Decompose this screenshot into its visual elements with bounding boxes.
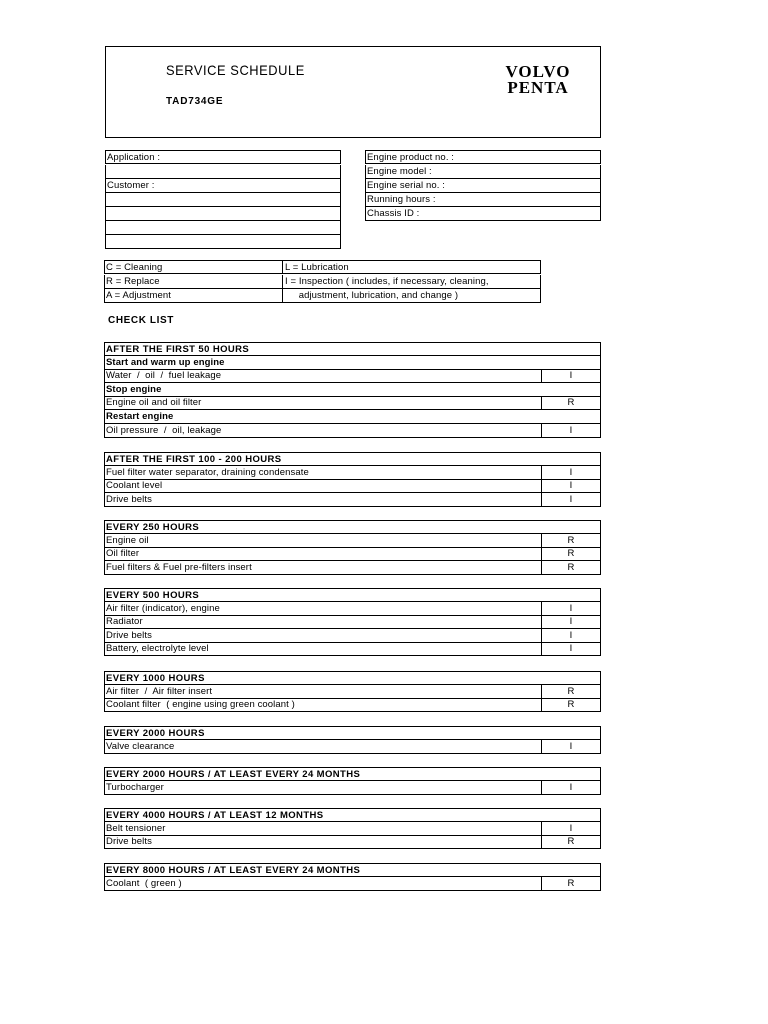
- service-code-cell[interactable]: R: [541, 698, 600, 711]
- section-heading-text: AFTER THE FIRST 50 HOURS: [106, 344, 250, 355]
- section-heading-text: EVERY 2000 HOURS: [106, 728, 205, 739]
- info-left-label: Customer :: [107, 180, 155, 191]
- info-left-row[interactable]: [105, 150, 341, 164]
- service-code-cell[interactable]: I: [541, 369, 600, 382]
- section-heading: [104, 588, 601, 602]
- checklist-item-text: Coolant level: [106, 480, 163, 491]
- logo-line-volvo: VOLVO: [505, 62, 571, 81]
- info-right-label: Chassis ID :: [367, 208, 420, 219]
- checklist-item-text: Fuel filter water separator, draining condensate: [106, 467, 309, 478]
- checklist-item-text: Coolant ( green ): [106, 878, 182, 889]
- checklist-item-text: Start and warm up engine: [106, 357, 225, 368]
- checklist-item-text: Fuel filters & Fuel pre-filters insert: [106, 562, 252, 573]
- info-right-row[interactable]: [365, 150, 601, 164]
- checklist-item-text: Drive belts: [106, 494, 152, 505]
- checklist-item-text: Engine oil: [106, 535, 149, 546]
- legend-code-left: A = Adjustment: [106, 290, 172, 301]
- checklist-step[interactable]: [104, 410, 601, 424]
- info-left-row[interactable]: [105, 193, 341, 207]
- checklist-item-text: Drive belts: [106, 836, 152, 847]
- section-heading-text: EVERY 1000 HOURS: [106, 673, 205, 684]
- section-heading-text: AFTER THE FIRST 100 - 200 HOURS: [106, 454, 282, 465]
- section-heading: [104, 863, 601, 877]
- info-right-row[interactable]: [365, 193, 601, 207]
- checklist-item[interactable]: [104, 740, 601, 754]
- info-right-label: Running hours :: [367, 194, 436, 205]
- section-heading: [104, 452, 601, 466]
- checklist-item[interactable]: [104, 629, 601, 643]
- checklist-item[interactable]: [104, 877, 601, 891]
- service-code-cell[interactable]: R: [541, 877, 600, 890]
- service-code-cell[interactable]: I: [541, 466, 600, 479]
- info-left-row[interactable]: [105, 221, 341, 235]
- checklist-item-text: Coolant filter ( engine using green coolant ): [106, 699, 295, 710]
- checklist-item[interactable]: [104, 822, 601, 836]
- checklist-item-text: Air filter (indicator), engine: [106, 603, 220, 614]
- legend-row: [104, 289, 541, 303]
- checklist-item-text: Water / oil / fuel leakage: [106, 370, 222, 381]
- service-code-cell[interactable]: I: [541, 781, 600, 794]
- section-heading-text: EVERY 8000 HOURS / AT LEAST EVERY 24 MONTHS: [106, 865, 361, 876]
- service-code-cell[interactable]: I: [541, 822, 600, 835]
- section-heading: [104, 671, 601, 685]
- checklist-item-text: Stop engine: [106, 384, 162, 395]
- info-left-label: Application :: [107, 152, 161, 163]
- service-code-cell[interactable]: R: [541, 396, 600, 409]
- checklist-item[interactable]: [104, 479, 601, 493]
- info-left-row[interactable]: [105, 179, 341, 193]
- engine-model-code: TAD734GE: [166, 96, 224, 107]
- section-heading: [104, 808, 601, 822]
- checklist-item[interactable]: [104, 602, 601, 616]
- service-code-cell[interactable]: I: [541, 424, 600, 437]
- checklist-item[interactable]: [104, 835, 601, 849]
- service-code-cell[interactable]: R: [541, 547, 600, 560]
- checklist-item-text: Engine oil and oil filter: [106, 397, 202, 408]
- checklist-item-text: Air filter / Air filter insert: [106, 686, 213, 697]
- checklist-item-text: Battery, electrolyte level: [106, 643, 209, 654]
- document-title: SERVICE SCHEDULE: [166, 62, 305, 78]
- section-heading: [104, 342, 601, 356]
- checklist-item-text: Drive belts: [106, 630, 152, 641]
- info-right-label: Engine product no. :: [367, 152, 455, 163]
- service-code-cell[interactable]: R: [541, 835, 600, 848]
- checklist-item[interactable]: [104, 685, 601, 699]
- checklist-item-text: Valve clearance: [106, 741, 175, 752]
- checklist-item[interactable]: [104, 424, 601, 438]
- checklist-item[interactable]: [104, 615, 601, 629]
- section-heading-text: EVERY 250 HOURS: [106, 522, 200, 533]
- info-left-row[interactable]: [105, 207, 341, 221]
- service-code-cell[interactable]: I: [541, 602, 600, 615]
- checklist-item[interactable]: [104, 642, 601, 656]
- info-left-row[interactable]: [105, 165, 341, 179]
- checklist-item[interactable]: [104, 466, 601, 480]
- checklist-item[interactable]: [104, 369, 601, 383]
- section-heading: [104, 767, 601, 781]
- legend-code-left: R = Replace: [106, 276, 160, 287]
- info-right-label: Engine model :: [367, 166, 432, 177]
- checklist-step[interactable]: [104, 383, 601, 397]
- checklist-item[interactable]: [104, 547, 601, 561]
- legend-code-right: L = Lubrication: [282, 261, 349, 274]
- checklist-item-text: Oil pressure / oil, leakage: [106, 425, 222, 436]
- service-code-cell[interactable]: I: [541, 740, 600, 753]
- checklist-item-text: Belt tensioner: [106, 823, 166, 834]
- service-code-cell[interactable]: R: [541, 534, 600, 547]
- legend-code-right: adjustment, lubrication, and change ): [282, 289, 458, 302]
- checklist-item[interactable]: [104, 698, 601, 712]
- info-right-row[interactable]: [365, 179, 601, 193]
- checklist-item[interactable]: [104, 781, 601, 795]
- checklist-item[interactable]: [104, 493, 601, 507]
- checklist-title: CHECK LIST: [108, 315, 174, 326]
- section-heading: [104, 726, 601, 740]
- service-code-cell[interactable]: I: [541, 629, 600, 642]
- checklist-item-text: Restart engine: [106, 411, 174, 422]
- checklist-item-text: Oil filter: [106, 548, 140, 559]
- checklist-step[interactable]: [104, 356, 601, 370]
- info-right-label: Engine serial no. :: [367, 180, 445, 191]
- service-code-cell[interactable]: R: [541, 561, 600, 574]
- logo-line-penta: PENTA: [507, 78, 569, 96]
- service-code-cell[interactable]: I: [541, 642, 600, 655]
- section-heading: [104, 520, 601, 534]
- section-heading-text: EVERY 500 HOURS: [106, 590, 200, 601]
- legend-row: [104, 275, 541, 289]
- checklist-item[interactable]: [104, 534, 601, 548]
- checklist-item[interactable]: [104, 396, 601, 410]
- volvo-penta-logo: [484, 62, 592, 96]
- service-code-cell[interactable]: I: [541, 479, 600, 492]
- info-right-row[interactable]: [365, 207, 601, 221]
- service-code-cell[interactable]: I: [541, 493, 600, 506]
- section-heading-text: EVERY 4000 HOURS / AT LEAST 12 MONTHS: [106, 810, 324, 821]
- legend-code-right: I = Inspection ( includes, if necessary, cleaning,: [282, 275, 489, 288]
- legend-code-left: C = Cleaning: [106, 262, 163, 273]
- info-right-row[interactable]: [365, 165, 601, 179]
- info-left-row[interactable]: [105, 235, 341, 249]
- service-code-cell[interactable]: I: [541, 615, 600, 628]
- checklist-item-text: Radiator: [106, 616, 143, 627]
- checklist-item-text: Turbocharger: [106, 782, 164, 793]
- service-code-cell[interactable]: R: [541, 685, 600, 698]
- section-heading-text: EVERY 2000 HOURS / AT LEAST EVERY 24 MONTHS: [106, 769, 361, 780]
- legend-row: [104, 260, 541, 274]
- checklist-item[interactable]: [104, 561, 601, 575]
